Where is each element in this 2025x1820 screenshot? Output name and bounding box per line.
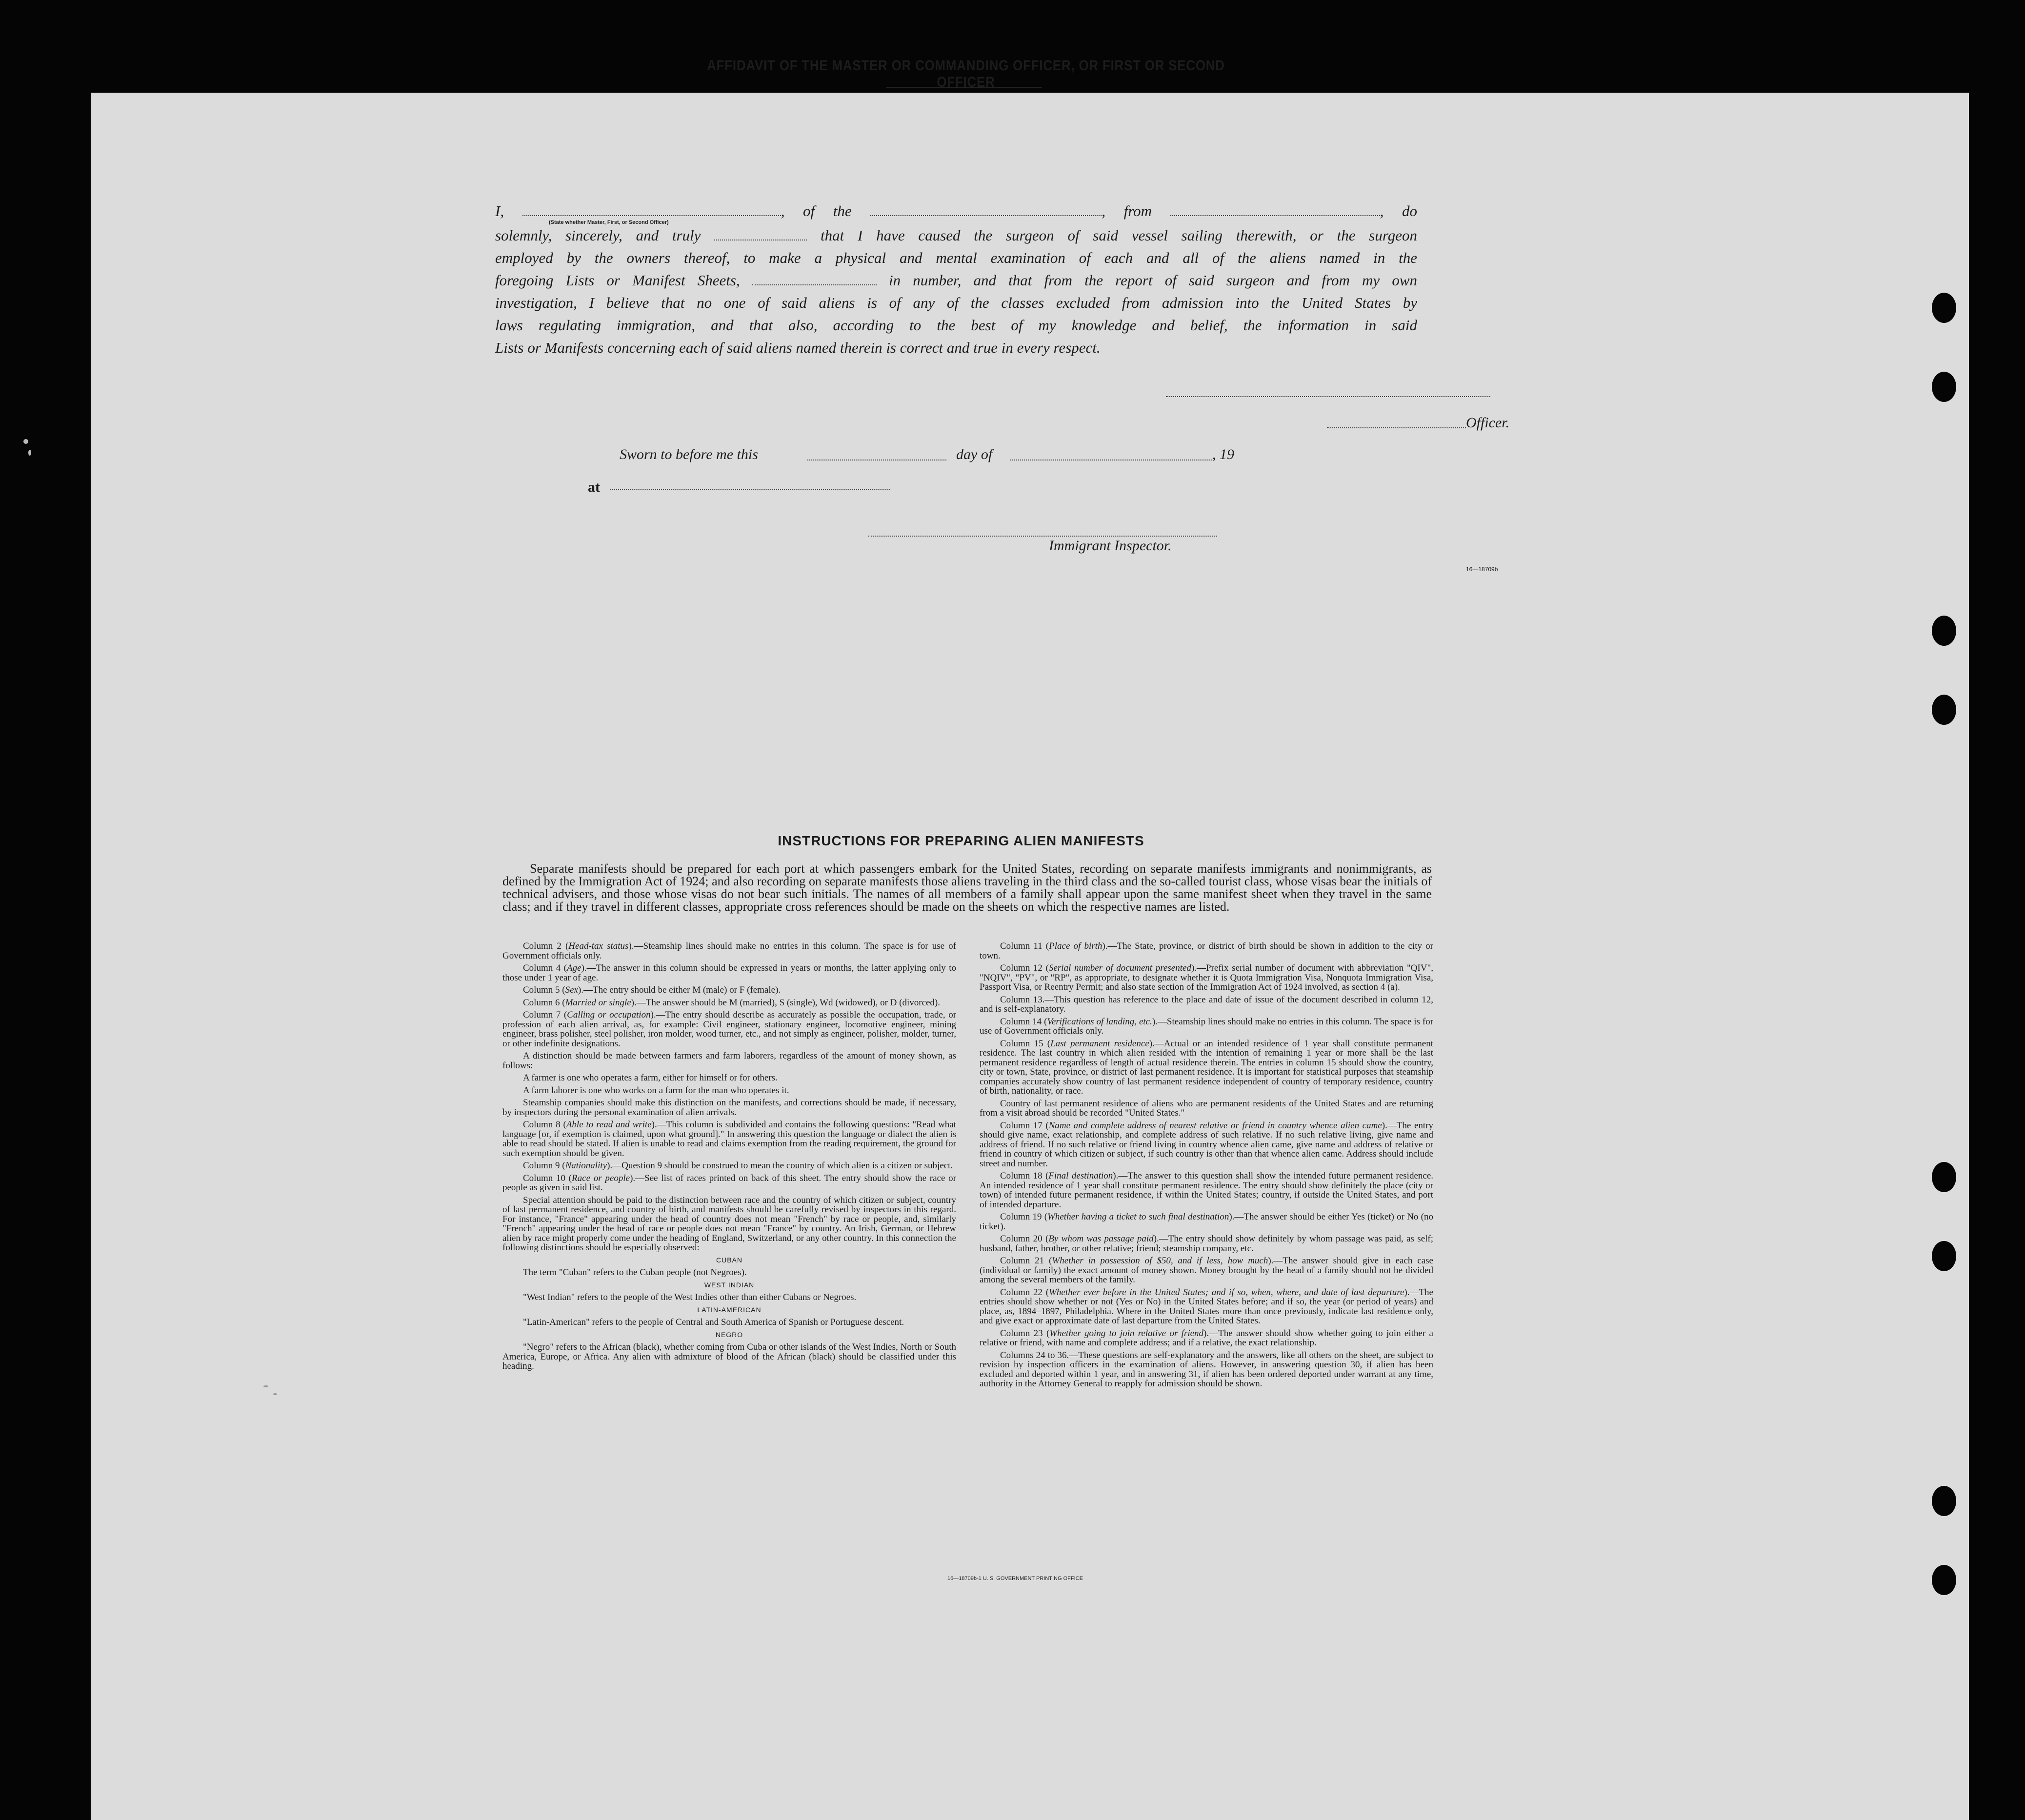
column-heading: Whether having a ticket to such final destination [1047,1212,1229,1222]
column-ref: Column 14 ( [1000,1016,1047,1027]
instruction-text: Column 13.—This question has reference to the place and date of issue of the document described in column 12, and is self-explanatory. [980,994,1433,1014]
instruction-text: ).—The State, province, or district of birth should be shown in addition to the city or town. [980,941,1433,961]
instruction-paragraph [980,1234,1433,1253]
subheading: LATIN-AMERICAN [697,1305,762,1314]
affidavit-line-6: laws regulating immigration, and that also, according to the best of my knowledge and belief, the information in said [495,317,1417,334]
instructions-intro: Separate manifests should be prepared for each port at which passengers embark for the United States, recording on separate manifests immigrants and nonimmigrants, as defined by the Immigration Act of 1924; and also recording on separate manifests those aliens traveling in the third class and the so-called tourist class, whose visas bear the initials of technical advisers, and those whose visas do not bear such initials. The names of all members of a family shall appear upon the same manifest sheet when they travel in the same class; and if they travel in different classes, appropriate cross references should be made on the sheets on which the respective names are listed. [502,861,1432,914]
instruction-paragraph [502,1086,956,1096]
scan-speck [28,450,31,456]
column-heading: Nationality [565,1160,607,1171]
punch-hole [1932,616,1956,646]
affidavit-text: foregoing Lists or Manifest Sheets, [495,272,740,289]
instruction-text: ).—Actual or an intended residence of 1 year shall constitute permanent residence. The last country in which alien resided with the intention of remaining 1 year or more shall be the last permanent residence regardless of length of actual residence therein. The entries in column 15 should show the country, city or town, State, province, or district of last permanent residence. It is important for statistical purposes that steamship companies accurately show country of last permanent residence independent of country of temporary residence, country of birth, nationality, or race. [980,1038,1433,1096]
instruction-text: "Negro" refers to the African (black), whether coming from Cuba or other islands of the West Indies, North or South America, Europe, or Africa. Any alien with admixture of blood of the African (black) should be classified under this heading. [502,1342,956,1371]
instruction-text: "West Indian" refers to the people of the West Indies other than either Cubans or Negroes. [523,1292,857,1302]
instruction-paragraph [502,1342,956,1371]
printer-imprint: 16—18709b-1 U. S. GOVERNMENT PRINTING OFFICE [947,1576,1083,1581]
scan-speck [23,439,28,444]
column-heading: Head-tax status [568,941,629,951]
rank-caption: (State whether Master, First, or Second Officer) [549,220,669,225]
at-label: at [588,479,600,495]
instruction-paragraph [502,1318,956,1327]
column-heading: Sex [565,985,578,995]
column-ref: Column 22 ( [1000,1287,1049,1298]
column-heading: Married or single [565,997,631,1008]
instruction-paragraph [502,998,956,1008]
instruction-text: A farmer is one who operates a farm, either for himself or for others. [523,1073,778,1083]
scan-speck [263,1385,268,1387]
form-number: 16—18709b [1466,566,1498,573]
punch-hole [1932,1162,1956,1192]
instruction-text: "Latin-American" refers to the people of Central and South America of Spanish or Portuguese descent. [523,1317,904,1327]
punch-hole [1932,1565,1956,1595]
vessel-name-field[interactable] [870,200,1102,216]
column-ref: Column 12 ( [1000,963,1049,973]
officer-rank-field[interactable] [522,200,781,216]
title-underline [886,87,1042,88]
oath-type-field[interactable] [714,225,807,240]
column-ref: Column 11 ( [1000,941,1049,951]
instruction-paragraph [502,1174,956,1193]
officer-label: Officer. [1466,415,1510,431]
inspector-signature-line[interactable] [868,536,1217,537]
instructions-right-column [980,941,1433,1392]
instruction-text: ).—This column is subdivided and contains the following questions: "Read what language [or, if exemption is claimed, upon what ground]." In answering this question the language or dialect the alien is able to read should be stated. If alien is unable to read and claims exemption from the reading requirement, the ground for such exemption should be given. [502,1120,956,1159]
column-ref: Column 18 ( [1000,1171,1049,1181]
column-heading: Serial number of document presented [1048,963,1191,973]
instruction-paragraph [980,1256,1433,1285]
instruction-text: ).—The answer should be either Yes (ticket) or No (no ticket). [980,1212,1433,1232]
column-heading: Place of birth [1049,941,1103,951]
affidavit-text: that I have caused the surgeon of said vessel sailing therewith, or the surgeon [821,227,1418,244]
column-ref: Column 20 ( [1000,1234,1049,1244]
sworn-label: Sworn to before me this [620,446,758,462]
affidavit-text: , of the [781,202,852,220]
column-heading: Calling or occupation [567,1010,651,1020]
instruction-paragraph [980,1288,1433,1326]
affidavit-text: in number, and that from the report of said surgeon and from my own [889,272,1417,289]
instruction-text: ).—The entry should describe as accurately as possible the occupation, trade, or profession of each alien arrival, as, for example: Civil engineer, stationary engineer, locomotive engineer, mining engineer, brass polisher, steel polisher, iron molder, wood turner, etc., and not simply as engineer, polisher, molder, turner, or other indefinite designations. [502,1010,957,1049]
instruction-text: ).—The entry should show definitely by whom passage was paid, as self; husband, father, brother, or other relative; friend; steamship company, etc. [980,1234,1434,1254]
instruction-text: ).—The answer should give in each case (individual or family) the exact amount of money shown. Money brought by the head of a family should not be divided among the several members of the family. [980,1256,1433,1285]
instruction-paragraph [502,1098,956,1117]
column-heading: Verifications of landing, etc. [1047,1016,1152,1027]
punch-hole [1932,293,1956,323]
punch-hole [1932,695,1956,725]
instruction-text: ).—Prefix serial number of document with abbreviation "QIV", "NQIV", "PV", or "RP", as appropriate, to designate whether it is Quota Immigration Visa, Nonquota Immigration Visa, Passport Visa, or Reentry Permit; and also state section of the Immigration Act of 1924 involved, as section 4 (a). [980,963,1433,992]
sheet-count-field[interactable] [752,270,877,285]
instruction-text: A distinction should be made between farmers and farm laborers, regardless of the amount of money shown, as follows: [502,1051,956,1071]
instruction-text: ).—The answer should show whether going to join either a relative or friend, with name and complete address; and if a relative, the exact relationship. [980,1328,1433,1348]
column-ref: Column 10 ( [523,1173,572,1183]
instruction-paragraph [502,985,956,995]
instruction-text: Special attention should be paid to the distinction between race and the country of which citizen or subject, country of last permanent residence, and country of birth, and manifests should be carefully revised by inspectors in this regard. For instance, "France" appearing under the head of country does not mean "French" by race or people, and, similarly "French" appearing under the head of race or people does not mean "France" by country. An Irish, German, or Hebrew alien by race might properly come under the heading of England, Switzerland, or any other country. In this connection the following distinctions should be especially observed: [502,1195,956,1253]
instruction-paragraph [502,1073,956,1083]
instruction-text: ).—Steamship lines should make no entries in this column. The space is for use of Government officials only. [980,1016,1434,1036]
column-ref: Column 23 ( [1000,1328,1050,1339]
instruction-paragraph [502,941,956,960]
column-ref: Column 5 ( [523,985,565,995]
affidavit-line-7: Lists or Manifests concerning each of said aliens named therein is correct and true in every respect. [495,339,1101,356]
instruction-text: Country of last permanent residence of aliens who are permanent residents of the United States and are returning from a visit abroad should be recorded "United States." [980,1098,1433,1118]
instruction-text: ).—The answer to this question shall show the intended future permanent residence. An intended residence of 1 year shall constitute permanent residence. The entry should show definitely the place (city or town) of intended future permanent residence, if within the United States; country, if outside the United States, and port of intended departure. [980,1171,1434,1210]
affidavit-text: , do [1380,202,1417,220]
instruction-text: Steamship companies should make this distinction on the manifests, and corrections should be made, if necessary, by inspectors during the personal examination of alien arrivals. [502,1098,956,1118]
column-heading: Able to read and write [566,1120,652,1130]
punch-hole [1932,1486,1956,1516]
instruction-paragraph [502,963,956,982]
instruction-paragraph [980,1351,1433,1389]
instruction-text: The term "Cuban" refers to the Cuban people (not Negroes). [523,1267,747,1278]
column-ref: Column 8 ( [523,1120,566,1130]
column-ref: Column 7 ( [523,1010,567,1020]
instruction-paragraph [980,1017,1433,1036]
subheading: WEST INDIAN [704,1280,755,1289]
instruction-text: ).—The entry should be either M (male) or F (female). [578,985,781,995]
instruction-text: ).—Steamship lines should make no entries in this column. The space is for use of Government officials only. [502,941,956,961]
column-heading: By whom was passage paid [1048,1234,1154,1244]
column-ref: Column 2 ( [523,941,569,951]
instruction-text: ).—Question 9 should be construed to mean the country of which alien is a citizen or subject. [607,1160,953,1171]
instruction-text: ).—The entries should show whether or not (Yes or No) in the United States before; and if so, the year (or period of years) and place, as, 1894–1897, Philadelphia. Where in the United States more than once previously, indicate last residence only, and give exact or approximate date of last departure from the United States. [980,1287,1433,1326]
instruction-text: ).—The answer should be M (married), S (single), Wd (widowed), or D (divorced). [631,997,941,1008]
officer-signature-line[interactable] [1166,396,1490,397]
affidavit-text: solemnly, sincerely, and truly [495,227,701,244]
instruction-paragraph [502,1268,956,1278]
instruction-paragraph [502,1120,956,1158]
instruction-text: ).—The entry should give name, exact relationship, and complete address of such relative. If no such relative living, give name and address of friend. If no such relative or friend living in country whence alien came, give name and address of relative or friend in country of which citizen or subject, if such country is other than that whence alien came. Address should include street and number. [980,1120,1433,1169]
instruction-paragraph [980,1039,1433,1096]
instruction-paragraph [980,963,1433,992]
affidavit-text: I, [495,202,504,220]
year-label: , 19 [1212,446,1234,462]
instruction-text: Columns 24 to 36.—These questions are self-explanatory and the answers, like all others on the sheet, are subject to revision by inspection officers in the examination of aliens. However, in answering question 30, if alien has been excluded and deported within 1 year, and in answering 31, if alien has been ordered deported under warrant at any time, authority in the Attorney General to reapply for admission should be shown. [980,1350,1433,1389]
column-ref: Column 17 ( [1000,1120,1049,1131]
column-heading: Final destination [1048,1171,1113,1181]
inspector-label: Immigrant Inspector. [1049,538,1172,554]
column-ref: Column 21 ( [1000,1256,1052,1266]
column-heading: Whether ever before in the United States; and if so, when, where, and date of last departure [1049,1287,1404,1298]
scan-speck [273,1393,277,1395]
instruction-text: ).—See list of races printed on back of this sheet. The entry should show the race or people as given in said list. [502,1173,957,1193]
instruction-paragraph [502,1293,956,1302]
instruction-paragraph [980,1329,1433,1348]
column-heading: Name and complete address of nearest relative or friend in country whence alien came [1048,1120,1382,1131]
column-heading: Whether in possession of $50, and if less, how much [1052,1256,1268,1266]
column-ref: Column 4 ( [523,963,567,973]
instruction-paragraph [502,1161,956,1171]
affidavit-text: , from [1102,202,1152,220]
port-field[interactable] [1170,200,1380,216]
affidavit-title: AFFIDAVIT OF THE MASTER OR COMMANDING OFFICER, OR FIRST OR SECOND OFFICER [707,58,1225,90]
affidavit-line-2 [495,224,1417,247]
column-ref: Column 15 ( [1000,1038,1051,1049]
officer-title-line[interactable] [1327,427,1466,428]
instructions-title: INSTRUCTIONS FOR PREPARING ALIEN MANIFESTS [778,833,1144,848]
punch-hole [1932,1241,1956,1271]
subheading: CUBAN [716,1256,742,1264]
instruction-paragraph [980,995,1433,1014]
instruction-text: ).—The answer in this column should be expressed in years or months, the latter applying only to those under 1 year of age. [502,963,956,983]
subheading: NEGRO [715,1330,743,1339]
column-heading: Age [567,963,581,973]
instruction-paragraph [980,941,1433,960]
instruction-paragraph [502,1196,956,1253]
punch-hole [1932,372,1956,402]
instruction-paragraph [980,1171,1433,1209]
day-of-label: day of [956,446,993,462]
column-ref: Column 9 ( [523,1160,565,1171]
column-ref: Column 19 ( [1000,1212,1048,1222]
column-heading: Race or people [572,1173,630,1183]
column-ref: Column 6 ( [523,997,565,1008]
instruction-paragraph [980,1121,1433,1169]
instruction-paragraph [980,1212,1433,1231]
column-heading: Whether going to join relative or friend [1049,1328,1204,1339]
affidavit-line-3: employed by the owners thereof, to make a physical and mental examination of each and all of the aliens named in the [495,249,1417,266]
affidavit-line-4 [495,269,1417,292]
sworn-place-field[interactable] [610,489,890,490]
affidavit-line-5: investigation, I believe that no one of said aliens is of any of the classes excluded from admission into the United States by [495,294,1417,311]
instruction-paragraph [502,1010,956,1048]
instruction-paragraph [980,1099,1433,1118]
instructions-left-column [502,941,956,1374]
column-heading: Last permanent residence [1050,1038,1149,1049]
instruction-paragraph [502,1051,956,1070]
instruction-text: A farm laborer is one who works on a farm for the man who operates it. [523,1085,789,1096]
